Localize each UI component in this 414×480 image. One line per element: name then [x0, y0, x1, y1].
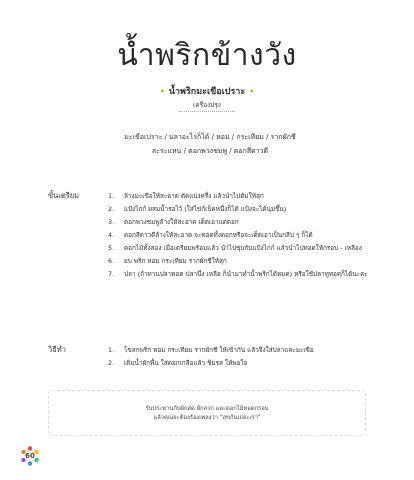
subtitle-bullet-left: •	[159, 87, 165, 96]
prep-steps	[108, 190, 370, 281]
prep-heading: ขั้นเตรียม	[48, 191, 80, 200]
serving-note-box	[48, 390, 366, 436]
step-text: ล้างมะเขือให้สะอาด ตัดแบ่งครึ่ง แล้วนำไปต้มให้สุก	[124, 192, 264, 200]
method-step	[108, 344, 370, 357]
prep-step	[108, 190, 370, 203]
prep-step	[108, 242, 370, 255]
ingredients-list	[60, 130, 360, 158]
step-number: 1.	[108, 192, 115, 200]
step-text: ดอกไม้ทั้งสอง เมื่อเตรียมพร้อมแล้ว นำไปชุบกับแป้งไกก์ แล้วนำไปทอดให้กรอบ - เหลือง	[124, 244, 362, 252]
prep-step	[108, 255, 370, 268]
recipe-subtitle	[0, 84, 414, 98]
step-text: แป้งไกก์ ผสมน้ำรอไว้ (ใส่ไข่ก์เบ็คหนึ่งก็ได้ แป้งจะได้นุ่มขึ้น)	[124, 205, 287, 213]
method-steps	[108, 344, 370, 370]
step-number: 5.	[108, 244, 115, 252]
badge-dot	[28, 446, 32, 450]
ingredients-heading	[0, 100, 414, 110]
step-text: ดอกสีดาวดีล้างให้สะอาด จะทอดทั้งดอกหรือจะเด็ดเอาเป็นกลีบ ๆ ก็ได้	[124, 231, 313, 239]
prep-step	[108, 203, 370, 216]
page-number: 60	[25, 452, 35, 460]
step-number: 3.	[108, 218, 115, 226]
ingredients-line: มะเขือเปราะ / ปลาอะไรก็ได้ / หอม / กระเทียม / รากผักชี	[124, 133, 296, 141]
recipe-title: น้ำพริกข้างวัง	[117, 38, 297, 73]
subtitle-text: น้ำพริกมะเขือเปราะ	[168, 87, 246, 97]
prep-step	[108, 229, 370, 242]
badge-dot	[28, 461, 32, 465]
step-text: ยบ พริก หอม กระเทียม รากผักชีให้สุก	[124, 257, 227, 265]
subtitle-bullet-right: •	[249, 87, 255, 96]
step-number: 4.	[108, 231, 115, 239]
prep-step	[108, 216, 370, 229]
step-number: 1.	[108, 346, 115, 354]
step-number: 6.	[108, 257, 115, 265]
step-text: โขลกพริก หอม กระเทียม รากผักชี ให้เข้ากัน แล้วจึงใส่ปลาและมะเขือ	[124, 346, 314, 354]
ingredients-line: สะระแหน่ / ดอกพวงชมพู / ดอกสีดาวดี	[151, 147, 269, 155]
step-text: ดอกพวงชมพูล้างให้สะอาด เด็ดเอาแต่ดอก	[124, 218, 239, 226]
step-text: เติมน้ำผักพื้น ใส่ดอกเกลือแล้ว ชิมรส ให้พอใจ	[124, 359, 248, 367]
ingredients-heading-text: เครื่องปรุง	[179, 101, 235, 112]
step-number: 2.	[108, 205, 115, 213]
step-number: 7.	[108, 270, 115, 278]
step-text: ปลา (ถ้าทานปลาทอด ปลานึ่ง เหลือ ก็นำมาทำน้ำพริกได้หมด) หรือใช้ปลาทูทอดก็ได้นะคะ	[124, 270, 368, 278]
serving-note-line: แล้วคุณจะต้องร้องเพลงว่า "สุขกันเถอะเรา"	[153, 415, 261, 421]
prep-step	[108, 268, 370, 281]
method-step	[108, 357, 370, 370]
step-number: 2.	[108, 359, 115, 367]
serving-note-line: รับประทานกับผักสด ผักลวก และดอกไม้ทอดกรอบ	[145, 406, 269, 412]
method-heading: วิธีทำ	[48, 345, 66, 354]
